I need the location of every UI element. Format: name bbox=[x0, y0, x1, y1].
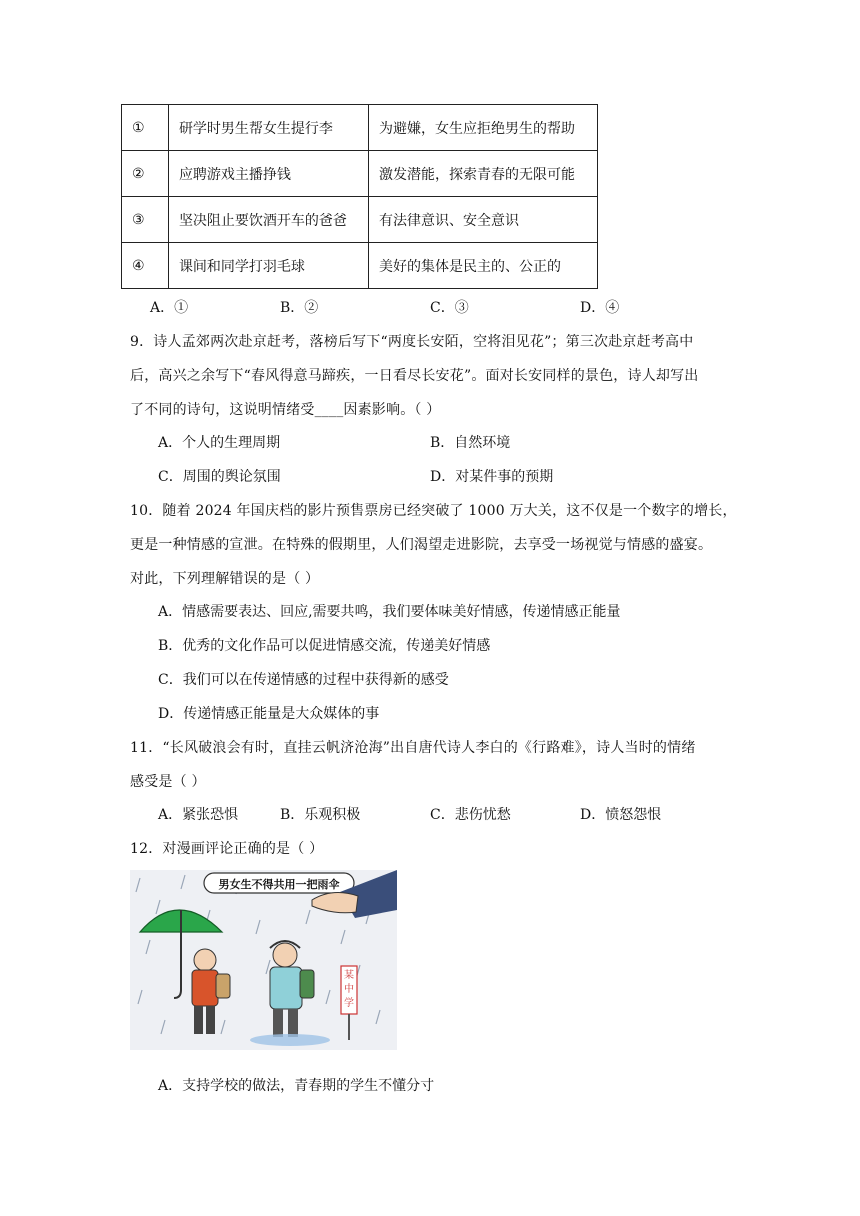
table-row bbox=[122, 105, 598, 151]
q10-stem-line3: 对此，下列理解错误的是（ ） bbox=[130, 571, 320, 587]
q10-stem-line2: 更是一种情感的宣泄。在特殊的假期里，人们渴望走进影院，去享受一场视觉与情感的盛宴。 bbox=[130, 537, 713, 553]
q9-choice-b: B．自然环境 bbox=[430, 435, 511, 451]
q11-choice-d: D．愤怒怨恨 bbox=[580, 807, 662, 823]
row-event: 课间和同学打羽毛球 bbox=[168, 243, 368, 289]
q8-choice-b: B．② bbox=[280, 300, 319, 316]
table-row bbox=[122, 197, 598, 243]
q10-choice-b: B．优秀的文化作品可以促进情感交流，传递美好情感 bbox=[158, 638, 491, 654]
q11-stem-line2: 感受是（ ） bbox=[130, 774, 206, 790]
q12-choice-a: A．支持学校的做法，青春期的学生不懂分寸 bbox=[158, 1078, 435, 1094]
q10-choice-d: D．传递情感正能量是大众媒体的事 bbox=[158, 706, 380, 722]
table-row bbox=[122, 151, 598, 197]
row-number: ① bbox=[122, 105, 169, 151]
row-view: 有法律意识、安全意识 bbox=[368, 197, 597, 243]
row-event: 坚决阻止要饮酒开车的爸爸 bbox=[168, 197, 368, 243]
q9-choice-d: D．对某件事的预期 bbox=[430, 469, 554, 485]
q10-choice-a: A．情感需要表达、回应,需要共鸣，我们要体味美好情感，传递情感正能量 bbox=[158, 604, 621, 620]
q11-choice-b: B．乐观积极 bbox=[280, 807, 361, 823]
cartoon-speech-text: 男女生不得共用一把雨伞 bbox=[218, 879, 340, 891]
row-number: ④ bbox=[122, 243, 169, 289]
q12-stem: 12．对漫画评论正确的是（ ） bbox=[130, 841, 324, 857]
q10-stem-line1: 10．随着 2024 年国庆档的影片预售票房已经突破了 1000 万大关，这不仅是一个数字的增长， bbox=[130, 503, 737, 519]
q9-stem-line1: 9．诗人孟郊两次赴京赶考，落榜后写下“两度长安陌，空将泪见花”；第三次赴京赶考高中 bbox=[130, 334, 694, 350]
row-event: 研学时男生帮女生提行李 bbox=[168, 105, 368, 151]
row-event: 应聘游戏主播挣钱 bbox=[168, 151, 368, 197]
row-view: 美好的集体是民主的、公正的 bbox=[368, 243, 597, 289]
q9-choice-c: C．周围的舆论氛围 bbox=[158, 469, 281, 485]
row-number: ② bbox=[122, 151, 169, 197]
cartoon-sign-text-3: 学 bbox=[344, 998, 354, 1009]
row-view: 为避嫌，女生应拒绝男生的帮助 bbox=[368, 105, 597, 151]
options-table bbox=[121, 104, 598, 289]
cartoon-sign-text-1: 某 bbox=[344, 970, 354, 981]
q11-stem-line1: 11．“长风破浪会有时，直挂云帆济沧海”出自唐代诗人李白的《行路难》，诗人当时的情绪 bbox=[130, 740, 696, 756]
cartoon-sign-text-2: 中 bbox=[344, 984, 354, 995]
q8-choice-d: D．④ bbox=[580, 300, 620, 316]
row-number: ③ bbox=[122, 197, 169, 243]
q9-stem-line2: 后，高兴之余写下“春风得意马蹄疾，一日看尽长安花”。面对长安同样的景色，诗人却写出 bbox=[130, 368, 699, 384]
q9-choice-a: A．个人的生理周期 bbox=[158, 435, 281, 451]
q11-choice-c: C．悲伤忧愁 bbox=[430, 807, 511, 823]
q11-choice-a: A．紧张恐惧 bbox=[158, 807, 239, 823]
table-row bbox=[122, 243, 598, 289]
q9-stem-line3: 了不同的诗句，这说明情绪受____因素影响。（ ） bbox=[130, 402, 441, 418]
q8-choice-a: A．① bbox=[150, 300, 189, 316]
q10-choice-c: C．我们可以在传递情感的过程中获得新的感受 bbox=[158, 672, 449, 688]
q8-choice-c: C．③ bbox=[430, 300, 469, 316]
cartoon-image bbox=[130, 870, 397, 1050]
row-view: 激发潜能，探索青春的无限可能 bbox=[368, 151, 597, 197]
